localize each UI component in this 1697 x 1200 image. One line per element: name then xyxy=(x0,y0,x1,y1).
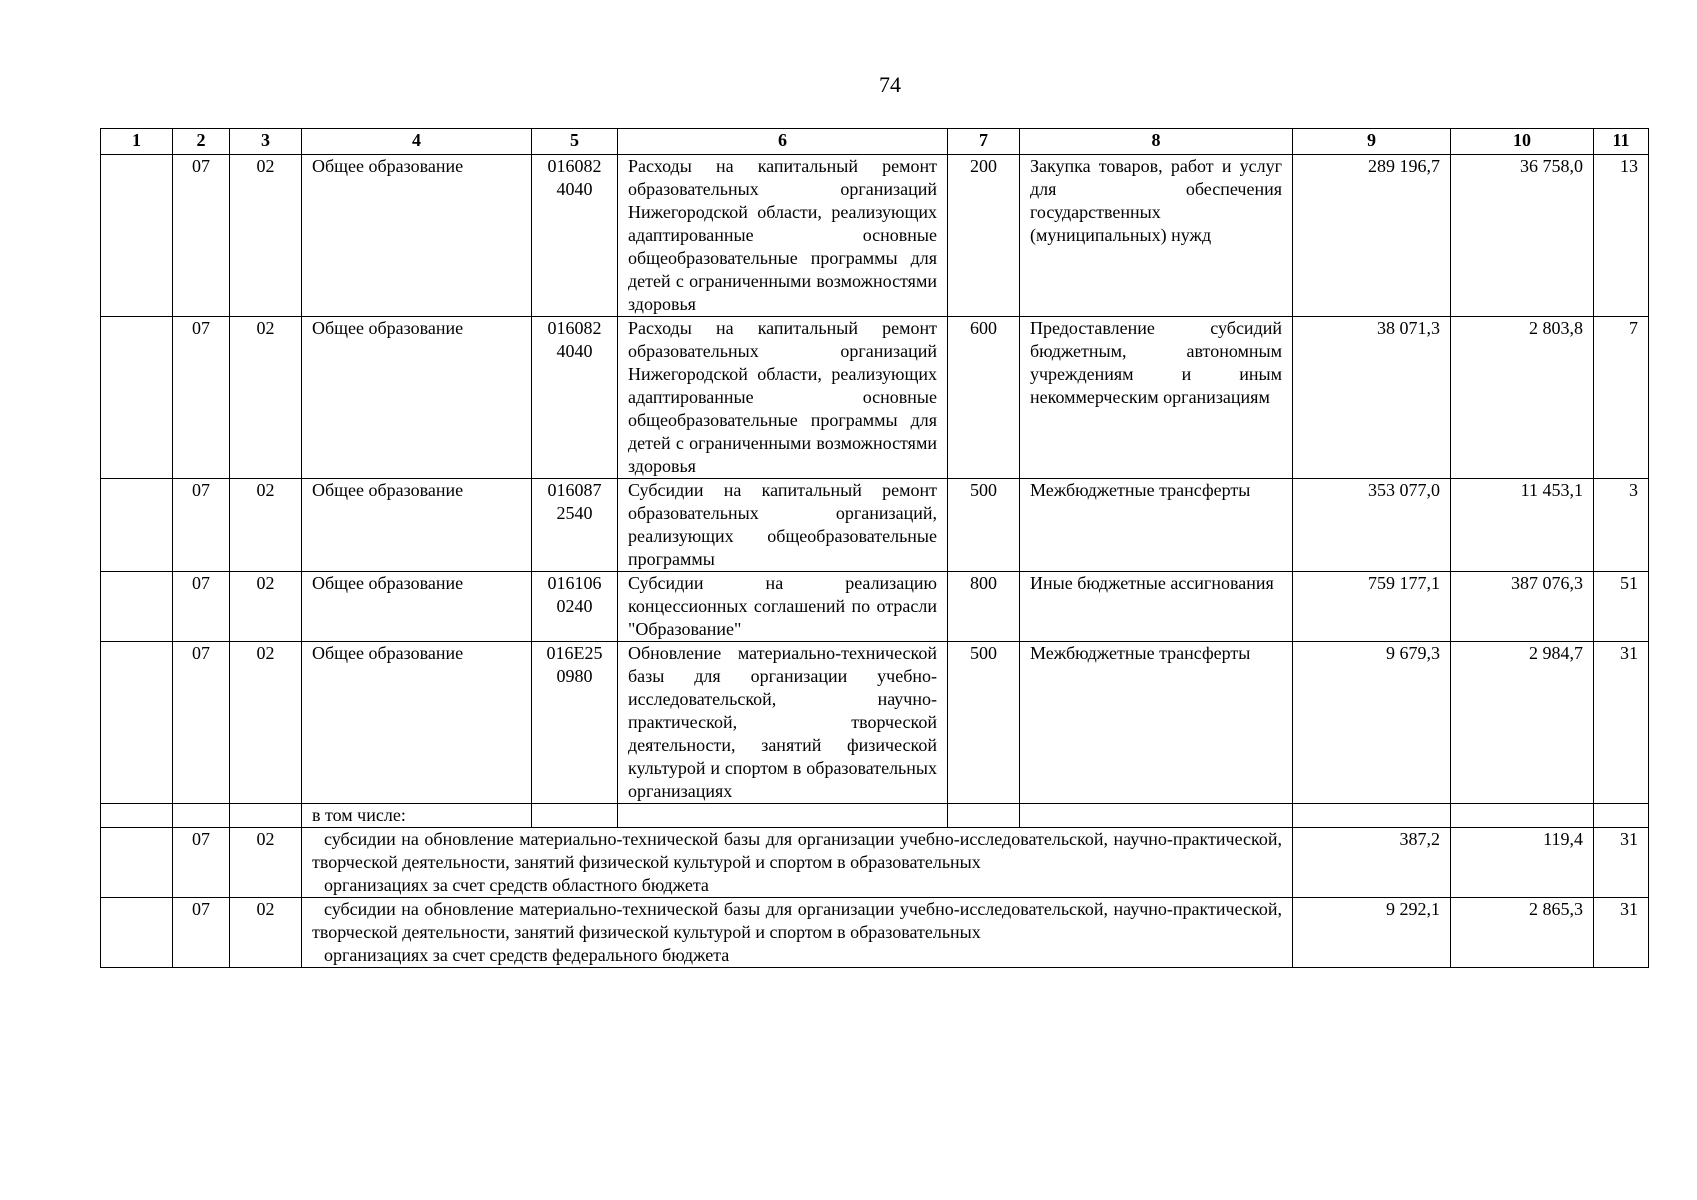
cell-section: 07 xyxy=(173,479,230,572)
cell-empty xyxy=(101,804,173,828)
cell-expense-type: 200 xyxy=(948,155,1020,317)
cell-expense-name: Межбюджетные трансферты xyxy=(1020,479,1293,572)
table-row xyxy=(101,155,1649,317)
sub-row xyxy=(101,898,1649,968)
cell-empty xyxy=(1451,804,1594,828)
cell-amount: 759 177,1 xyxy=(1293,572,1451,642)
cell-amount: 353 077,0 xyxy=(1293,479,1451,572)
code-part: 0240 xyxy=(556,596,593,616)
cell-empty xyxy=(1594,804,1649,828)
cell-expense-type: 500 xyxy=(948,479,1020,572)
cell-count: 31 xyxy=(1594,828,1649,898)
cell-empty xyxy=(173,804,230,828)
cell-subsection: 02 xyxy=(230,155,302,317)
cell-empty xyxy=(532,804,618,828)
cell-amount: 11 453,1 xyxy=(1451,479,1594,572)
cell-count: 31 xyxy=(1594,642,1649,804)
code-part: 4040 xyxy=(556,341,593,361)
cell-target-code xyxy=(532,479,618,572)
sub-description-last-line: организациях за счет средств областного бюджета xyxy=(324,875,709,895)
code-part: 2540 xyxy=(556,503,593,523)
cell-amount: 9 679,3 xyxy=(1293,642,1451,804)
budget-table xyxy=(100,128,1649,968)
column-header: 10 xyxy=(1451,129,1594,155)
column-header: 8 xyxy=(1020,129,1293,155)
cell-target-code xyxy=(532,642,618,804)
cell-section-name: Общее образование xyxy=(302,317,532,479)
cell-count: 7 xyxy=(1594,317,1649,479)
cell-count: 51 xyxy=(1594,572,1649,642)
column-header: 6 xyxy=(618,129,948,155)
column-header: 2 xyxy=(173,129,230,155)
cell-target-code xyxy=(532,317,618,479)
column-header: 11 xyxy=(1594,129,1649,155)
cell-sub-description xyxy=(302,898,1293,968)
cell-count: 31 xyxy=(1594,898,1649,968)
cell-amount: 2 803,8 xyxy=(1451,317,1594,479)
cell-description: Субсидии на реализацию концессионных соглашений по отрасли "Образование" xyxy=(618,572,948,642)
cell-count: 13 xyxy=(1594,155,1649,317)
cell-subsection: 02 xyxy=(230,479,302,572)
cell-target-code xyxy=(532,155,618,317)
table-row xyxy=(101,642,1649,804)
cell-section: 07 xyxy=(173,155,230,317)
including-label: в том числе: xyxy=(302,804,532,828)
cell-section-name: Общее образование xyxy=(302,642,532,804)
cell-subsection: 02 xyxy=(230,572,302,642)
cell-empty xyxy=(101,642,173,804)
cell-amount: 387 076,3 xyxy=(1451,572,1594,642)
cell-subsection: 02 xyxy=(230,642,302,804)
cell-subsection: 02 xyxy=(230,317,302,479)
column-header: 4 xyxy=(302,129,532,155)
cell-sub-description xyxy=(302,828,1293,898)
cell-expense-name: Предоставление субсидий бюджетным, автономным учреждениям и иным некоммерческим организациям xyxy=(1020,317,1293,479)
cell-empty xyxy=(618,804,948,828)
code-part: 016087 xyxy=(547,480,602,500)
cell-section-name: Общее образование xyxy=(302,572,532,642)
table-row xyxy=(101,572,1649,642)
cell-section-name: Общее образование xyxy=(302,479,532,572)
code-part: 016082 xyxy=(547,156,602,176)
cell-description: Расходы на капитальный ремонт образовательных организаций Нижегородской области, реализующих адаптированные основные общеобразовательные программы для детей с ограниченными возможностями здоровья xyxy=(618,155,948,317)
code-part: 4040 xyxy=(556,179,593,199)
column-header: 3 xyxy=(230,129,302,155)
cell-expense-type: 800 xyxy=(948,572,1020,642)
cell-section-name: Общее образование xyxy=(302,155,532,317)
cell-amount: 2 865,3 xyxy=(1451,898,1594,968)
including-row xyxy=(101,804,1649,828)
cell-amount: 38 071,3 xyxy=(1293,317,1451,479)
sub-description-last-line: организациях за счет средств федерального бюджета xyxy=(324,945,730,965)
cell-amount: 36 758,0 xyxy=(1451,155,1594,317)
header-row xyxy=(101,129,1649,155)
cell-subsection: 02 xyxy=(230,898,302,968)
cell-subsection: 02 xyxy=(230,828,302,898)
cell-amount: 289 196,7 xyxy=(1293,155,1451,317)
cell-empty xyxy=(948,804,1020,828)
cell-expense-name: Закупка товаров, работ и услуг для обеспечения государственных (муниципальных) нужд xyxy=(1020,155,1293,317)
cell-empty xyxy=(101,828,173,898)
cell-amount: 387,2 xyxy=(1293,828,1451,898)
page-number: 74 xyxy=(879,72,901,97)
column-header: 9 xyxy=(1293,129,1451,155)
sub-row xyxy=(101,828,1649,898)
cell-empty xyxy=(101,479,173,572)
cell-section: 07 xyxy=(173,898,230,968)
cell-empty xyxy=(101,317,173,479)
table-row xyxy=(101,317,1649,479)
cell-target-code xyxy=(532,572,618,642)
cell-section: 07 xyxy=(173,317,230,479)
cell-expense-name: Иные бюджетные ассигнования xyxy=(1020,572,1293,642)
cell-description: Субсидии на капитальный ремонт образовательных организаций, реализующих общеобразовательные программы xyxy=(618,479,948,572)
code-part: 016E25 xyxy=(546,643,603,663)
cell-section: 07 xyxy=(173,572,230,642)
column-header: 5 xyxy=(532,129,618,155)
cell-description: Расходы на капитальный ремонт образовательных организаций Нижегородской области, реализующих адаптированные основные общеобразовательные программы для детей с ограниченными возможностями здоровья xyxy=(618,317,948,479)
cell-amount: 9 292,1 xyxy=(1293,898,1451,968)
cell-empty xyxy=(1293,804,1451,828)
cell-expense-name: Межбюджетные трансферты xyxy=(1020,642,1293,804)
sub-description-text: субсидии на обновление материально-технической базы для организации учебно-исследовательской, научно-практической, творческой деятельности, занятий физической культурой и спортом в образовательных xyxy=(312,899,1282,942)
cell-expense-type: 600 xyxy=(948,317,1020,479)
column-header: 7 xyxy=(948,129,1020,155)
cell-count: 3 xyxy=(1594,479,1649,572)
code-part: 016106 xyxy=(547,573,602,593)
table-row xyxy=(101,479,1649,572)
cell-empty xyxy=(1020,804,1293,828)
column-header: 1 xyxy=(101,129,173,155)
code-part: 0980 xyxy=(556,666,593,686)
cell-expense-type: 500 xyxy=(948,642,1020,804)
code-part: 016082 xyxy=(547,318,602,338)
cell-empty xyxy=(101,898,173,968)
cell-empty xyxy=(230,804,302,828)
cell-amount: 119,4 xyxy=(1451,828,1594,898)
sub-description-text: субсидии на обновление материально-технической базы для организации учебно-исследовательской, научно-практической, творческой деятельности, занятий физической культурой и спортом в образовательных xyxy=(312,829,1282,872)
cell-empty xyxy=(101,572,173,642)
cell-empty xyxy=(101,155,173,317)
cell-amount: 2 984,7 xyxy=(1451,642,1594,804)
cell-section: 07 xyxy=(173,642,230,804)
cell-description: Обновление материально-технической базы для организации учебно-исследовательской, научно-практической, творческой деятельности, занятий физической культурой и спортом в образовательных организациях xyxy=(618,642,948,804)
cell-section: 07 xyxy=(173,828,230,898)
